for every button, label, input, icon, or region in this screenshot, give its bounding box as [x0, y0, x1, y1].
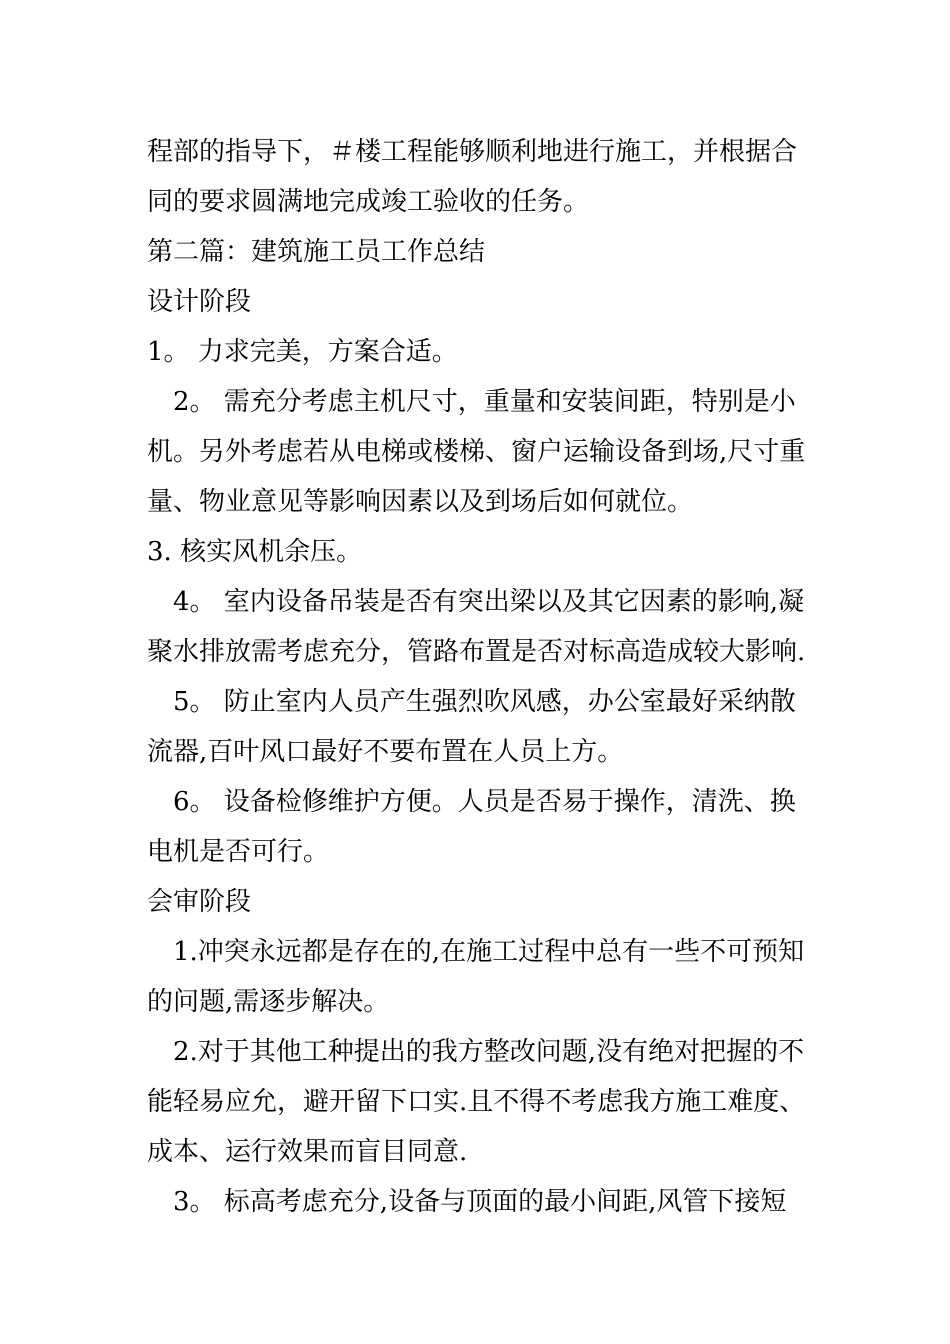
text-line: 设计阶段: [147, 287, 252, 317]
text-line: 6。 设备检修维护方便。人员是否易于操作，清洗、换: [173, 787, 796, 817]
text-line: 聚水排放需考虑充分，管路布置是否对标高造成较大影响.: [147, 637, 806, 667]
text-line: 机。另外考虑若从电梯或楼梯、窗户运输设备到场,尺寸重: [147, 437, 806, 467]
section-heading-review: [147, 877, 812, 927]
text-line: 的问题,需逐步解决。: [147, 987, 390, 1017]
chapter-title: [147, 227, 812, 277]
document-body: [147, 127, 812, 1227]
text-line: 同的要求圆满地完成竣工验收的任务。: [147, 187, 590, 217]
text-line: 程部的指导下，＃楼工程能够顺利地进行施工，并根据合: [147, 137, 798, 167]
review-item-2: [147, 1027, 812, 1177]
text-line: 第二篇：建筑施工员工作总结: [147, 237, 486, 267]
text-line: 5。 防止室内人员产生强烈吹风感，办公室最好采纳散: [173, 687, 796, 717]
design-item-6: [147, 777, 812, 877]
text-line: 3. 核实风机余压。: [147, 537, 363, 567]
design-item-2: [147, 377, 812, 527]
review-item-3: [147, 1177, 812, 1227]
text-line: 2.对于其他工种提出的我方整改问题,没有绝对把握的不: [173, 1037, 805, 1067]
text-line: 4。 室内设备吊装是否有突出梁以及其它因素的影响,凝: [173, 587, 805, 617]
text-line: 3。 标高考虑充分,设备与顶面的最小间距,风管下接短: [173, 1187, 787, 1217]
text-line: 流器,百叶风口最好不要布置在人员上方。: [147, 737, 624, 767]
intro-paragraph: [147, 127, 812, 227]
design-item-1: [147, 327, 812, 377]
text-line: 能轻易应允，避开留下口实.且不得不考虑我方施工难度、: [147, 1087, 806, 1117]
section-heading-design: [147, 277, 812, 327]
design-item-3: [147, 527, 812, 577]
text-line: 电机是否可行。: [147, 837, 330, 867]
text-line: 量、物业意见等影响因素以及到场后如何就位。: [147, 487, 694, 517]
text-line: 2。 需充分考虑主机尺寸，重量和安装间距，特别是小: [173, 387, 796, 417]
review-item-1: [147, 927, 812, 1027]
text-line: 成本、运行效果而盲目同意.: [147, 1137, 468, 1167]
text-line: 1.冲突永远都是存在的,在施工过程中总有一些不可预知: [173, 937, 805, 967]
design-item-5: [147, 677, 812, 777]
text-line: 1。 力求完美，方案合适。: [147, 337, 458, 367]
design-item-4: [147, 577, 812, 677]
text-line: 会审阶段: [147, 887, 252, 917]
